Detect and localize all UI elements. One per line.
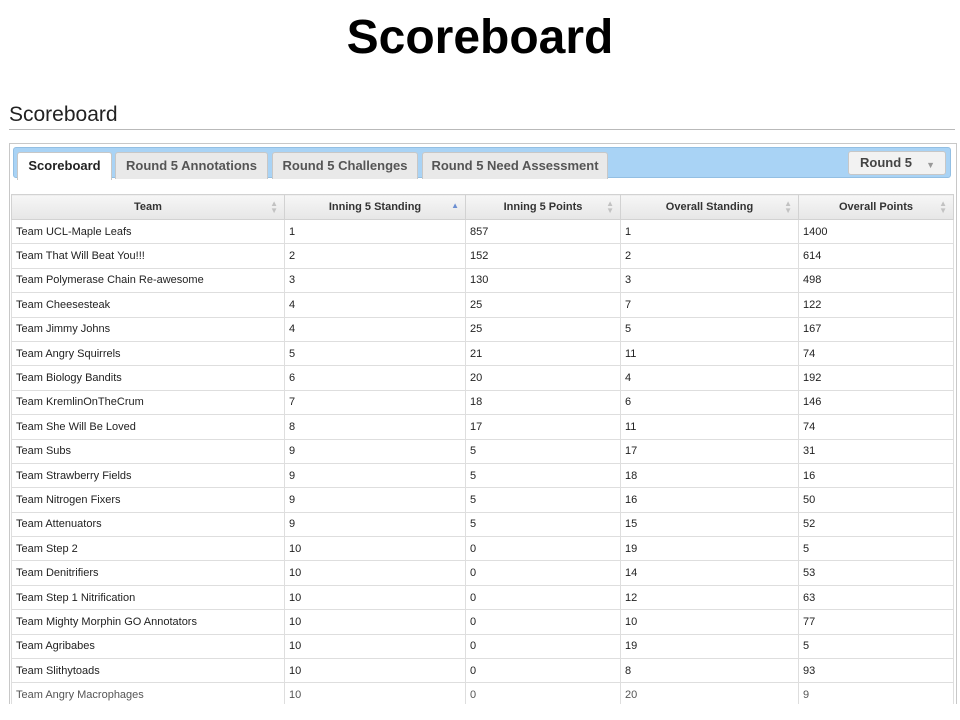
tab-round-5-challenges[interactable]: Round 5 Challenges <box>272 152 418 179</box>
overall-points-cell: 52 <box>799 512 954 536</box>
team-name-cell: Team Step 1 Nitrification <box>12 585 285 609</box>
inning-points-cell: 130 <box>466 268 621 292</box>
heading-divider <box>9 129 955 130</box>
team-name-cell: Team Biology Bandits <box>12 366 285 390</box>
inning-standing-cell: 10 <box>285 610 466 634</box>
team-name-cell: Team KremlinOnTheCrum <box>12 390 285 414</box>
overall-points-cell: 31 <box>799 439 954 463</box>
column-header-overall-standing[interactable] <box>621 195 799 220</box>
team-name-cell: Team Jimmy Johns <box>12 317 285 341</box>
column-header-overall-points[interactable] <box>799 195 954 220</box>
team-name-cell: Team Nitrogen Fixers <box>12 488 285 512</box>
overall-points-cell: 9 <box>799 683 954 704</box>
column-header-team[interactable] <box>12 195 285 220</box>
inning-standing-cell: 9 <box>285 488 466 512</box>
table-row <box>12 537 954 561</box>
overall-standing-cell: 1 <box>621 220 799 244</box>
overall-standing-cell: 11 <box>621 341 799 365</box>
sort-icon: ▲ ▼ <box>606 199 614 215</box>
overall-standing-cell: 19 <box>621 537 799 561</box>
inning-points-cell: 5 <box>466 463 621 487</box>
inning-standing-cell: 10 <box>285 537 466 561</box>
overall-points-cell: 122 <box>799 293 954 317</box>
overall-standing-cell: 3 <box>621 268 799 292</box>
overall-points-cell: 614 <box>799 244 954 268</box>
inning-standing-cell: 4 <box>285 317 466 341</box>
table-row <box>12 317 954 341</box>
overall-standing-cell: 14 <box>621 561 799 585</box>
inning-standing-cell: 5 <box>285 341 466 365</box>
overall-points-cell: 74 <box>799 415 954 439</box>
inning-standing-cell: 3 <box>285 268 466 292</box>
team-name-cell: Team Cheesesteak <box>12 293 285 317</box>
table-row <box>12 683 954 704</box>
sort-icon: ▲ ▼ <box>939 199 947 215</box>
inning-standing-cell: 6 <box>285 366 466 390</box>
inning-points-cell: 0 <box>466 610 621 634</box>
team-name-cell: Team Polymerase Chain Re-awesome <box>12 268 285 292</box>
sort-icon: ▲ ▼ <box>784 199 792 215</box>
inning-points-cell: 5 <box>466 488 621 512</box>
inning-standing-cell: 2 <box>285 244 466 268</box>
inning-points-cell: 0 <box>466 537 621 561</box>
overall-standing-cell: 6 <box>621 390 799 414</box>
overall-standing-cell: 17 <box>621 439 799 463</box>
team-name-cell: Team Slithytoads <box>12 659 285 683</box>
round-select-value: Round 5 <box>860 155 912 170</box>
overall-points-cell: 5 <box>799 634 954 658</box>
team-name-cell: Team Angry Squirrels <box>12 341 285 365</box>
tab-round-5-annotations[interactable]: Round 5 Annotations <box>115 152 268 179</box>
overall-standing-cell: 16 <box>621 488 799 512</box>
overall-standing-cell: 8 <box>621 659 799 683</box>
team-name-cell: Team Attenuators <box>12 512 285 536</box>
overall-standing-cell: 12 <box>621 585 799 609</box>
column-header-label: Inning 5 Points <box>503 201 583 213</box>
inning-points-cell: 0 <box>466 561 621 585</box>
overall-points-cell: 192 <box>799 366 954 390</box>
overall-points-cell: 146 <box>799 390 954 414</box>
overall-points-cell: 63 <box>799 585 954 609</box>
inning-points-cell: 5 <box>466 439 621 463</box>
inning-standing-cell: 9 <box>285 463 466 487</box>
inning-standing-cell: 10 <box>285 683 466 704</box>
team-name-cell: Team UCL-Maple Leafs <box>12 220 285 244</box>
inning-points-cell: 152 <box>466 244 621 268</box>
table-row <box>12 634 954 658</box>
overall-points-cell: 5 <box>799 537 954 561</box>
team-name-cell: Team Angry Macrophages <box>12 683 285 704</box>
column-header-inning-5-points[interactable] <box>466 195 621 220</box>
overall-standing-cell: 19 <box>621 634 799 658</box>
table-row <box>12 244 954 268</box>
round-select[interactable] <box>848 151 946 175</box>
overall-points-cell: 77 <box>799 610 954 634</box>
overall-points-cell: 16 <box>799 463 954 487</box>
inning-points-cell: 5 <box>466 512 621 536</box>
column-header-label: Overall Points <box>839 201 913 213</box>
overall-points-cell: 93 <box>799 659 954 683</box>
inning-standing-cell: 8 <box>285 415 466 439</box>
table-row <box>12 366 954 390</box>
overall-points-cell: 167 <box>799 317 954 341</box>
column-header-inning-5-standing[interactable] <box>285 195 466 220</box>
inning-standing-cell: 9 <box>285 512 466 536</box>
team-name-cell: Team Strawberry Fields <box>12 463 285 487</box>
inning-points-cell: 0 <box>466 585 621 609</box>
overall-standing-cell: 15 <box>621 512 799 536</box>
scoreboard-table <box>11 194 954 704</box>
inning-points-cell: 25 <box>466 317 621 341</box>
table-row <box>12 585 954 609</box>
inning-standing-cell: 7 <box>285 390 466 414</box>
tab-round-5-need-assessment[interactable]: Round 5 Need Assessment <box>422 152 608 179</box>
inning-points-cell: 21 <box>466 341 621 365</box>
scoreboard-panel <box>9 143 957 704</box>
overall-standing-cell: 18 <box>621 463 799 487</box>
inning-points-cell: 20 <box>466 366 621 390</box>
table-row <box>12 341 954 365</box>
overall-standing-cell: 4 <box>621 366 799 390</box>
overall-points-cell: 1400 <box>799 220 954 244</box>
overall-points-cell: 74 <box>799 341 954 365</box>
table-row <box>12 610 954 634</box>
table-row <box>12 512 954 536</box>
inning-points-cell: 18 <box>466 390 621 414</box>
tab-bar <box>13 147 951 178</box>
tab-scoreboard[interactable]: Scoreboard <box>17 152 112 180</box>
inning-standing-cell: 10 <box>285 634 466 658</box>
inning-points-cell: 0 <box>466 634 621 658</box>
team-name-cell: Team That Will Beat You!!! <box>12 244 285 268</box>
overall-standing-cell: 10 <box>621 610 799 634</box>
overall-standing-cell: 2 <box>621 244 799 268</box>
table-row <box>12 463 954 487</box>
overall-points-cell: 53 <box>799 561 954 585</box>
sort-icon: ▲ ▼ <box>270 199 278 215</box>
table-row <box>12 268 954 292</box>
overall-standing-cell: 7 <box>621 293 799 317</box>
team-name-cell: Team Agribabes <box>12 634 285 658</box>
table-row <box>12 293 954 317</box>
overall-points-cell: 498 <box>799 268 954 292</box>
overall-points-cell: 50 <box>799 488 954 512</box>
table-body <box>12 220 954 705</box>
inning-standing-cell: 1 <box>285 220 466 244</box>
overall-standing-cell: 11 <box>621 415 799 439</box>
inning-points-cell: 0 <box>466 683 621 704</box>
team-name-cell: Team She Will Be Loved <box>12 415 285 439</box>
column-header-label: Team <box>134 201 162 213</box>
overall-standing-cell: 5 <box>621 317 799 341</box>
table-row <box>12 415 954 439</box>
column-header-label: Overall Standing <box>665 201 754 213</box>
inning-standing-cell: 10 <box>285 585 466 609</box>
inning-standing-cell: 9 <box>285 439 466 463</box>
inning-points-cell: 17 <box>466 415 621 439</box>
inning-standing-cell: 10 <box>285 561 466 585</box>
inning-points-cell: 0 <box>466 659 621 683</box>
team-name-cell: Team Step 2 <box>12 537 285 561</box>
chevron-down-icon: ▼ <box>926 160 935 170</box>
table-row <box>12 390 954 414</box>
table-row <box>12 488 954 512</box>
table-row <box>12 220 954 244</box>
team-name-cell: Team Subs <box>12 439 285 463</box>
table-row <box>12 561 954 585</box>
team-name-cell: Team Mighty Morphin GO Annotators <box>12 610 285 634</box>
column-header-label: Inning 5 Standing <box>328 201 422 213</box>
inning-points-cell: 25 <box>466 293 621 317</box>
inning-standing-cell: 4 <box>285 293 466 317</box>
slide-title: Scoreboard <box>346 11 614 64</box>
team-name-cell: Team Denitrifiers <box>12 561 285 585</box>
page-title: Scoreboard <box>9 103 118 126</box>
table-row <box>12 439 954 463</box>
table-header-row <box>12 195 954 220</box>
sort-ascending-icon: ▲ <box>451 201 459 210</box>
inning-points-cell: 857 <box>466 220 621 244</box>
inning-standing-cell: 10 <box>285 659 466 683</box>
table-row <box>12 659 954 683</box>
overall-standing-cell: 20 <box>621 683 799 704</box>
